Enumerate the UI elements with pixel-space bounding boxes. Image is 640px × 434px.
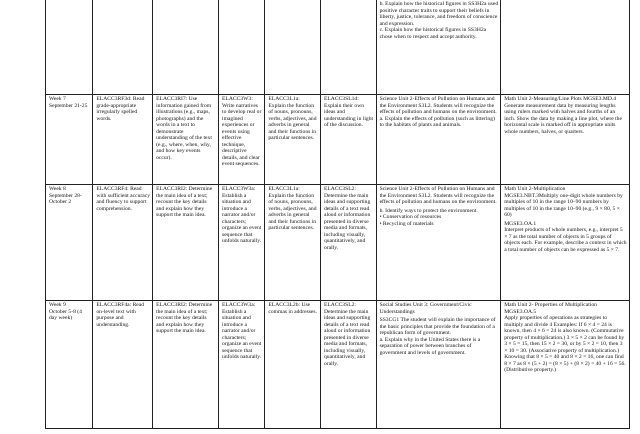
reading-informational-cell: ELACC3RI7: Use information gained from illustrations (e.g., maps, photographs) and the words in a text to demonstrate understanding of the text (e.g., where, when, why, and how key events occur). [153, 95, 219, 185]
standard-text: b. Identify ways to protect the environment. [379, 207, 478, 214]
table-row-top [46, 0, 630, 95]
math-cell [501, 95, 630, 185]
week-cell [46, 0, 93, 95]
week-dates: September 21-25 [49, 102, 88, 109]
week-label: Week 8 [49, 186, 66, 192]
science-cell [376, 185, 501, 301]
writing-cell: ELACC3W3a: Establish a situation and introduce a narrator and/or characters; organize an event sequence that unfolds naturally. [219, 185, 265, 301]
standard-text: Apply properties of operations as strategies to multiply and divide 4 Examples: If 6 × 4 = 24 is known, then 4 × 6 = 24 is also known. (Commutative property of multiplication.) 3 × 5 × 2 can be found by 3 × 5 = 15, then 15 × 2 = 30, or by 5 × 2 = 10, then 3 × 10 = 30. (Associative property of multiplication.) Knowing that 8 × 5 = 40 and 8 × 2 = 16, one can find 8 × 7 as 8 × (5 + 2) = (8 × 5) + (8 × 2) = 40 + 16 = 56. (Distributive property.) [504, 315, 626, 373]
science-cell [376, 95, 501, 185]
week-cell [46, 185, 93, 301]
math-cell [501, 185, 630, 301]
week-dates: September 28-October 2 [49, 192, 82, 205]
writing-cell: ELACC3W3a: Establish a situation and introduce a narrator and/or characters; organize an event sequence that unfolds naturally. [219, 301, 265, 429]
week-cell [46, 301, 93, 429]
writing-cell: ELACC3W3: Write narratives to develop real or imagined experiences or events using effective technique, descriptive details, and clear event sequences. [219, 95, 265, 185]
speaking-listening-cell: ELACC3SL1d: Explain their own ideas and understanding in light of the discussion. [320, 95, 376, 185]
table-row-week-9 [46, 301, 630, 429]
math-cell [501, 301, 630, 429]
social-studies-cell [376, 301, 501, 429]
bullet-item: • Conservation of resources [379, 214, 442, 220]
standard-text: b. Explain how the historical figures in SS3H2a used positive character traits to support their beliefs in liberty, justice, tolerance, and freedom of conscience and expression. [379, 1, 499, 27]
standard-text: a. Explain the effects of pollution (such as littering) to the habitats of plants and animals. [379, 115, 495, 128]
table-row-week-8 [46, 185, 630, 301]
table-row-week-7 [46, 95, 630, 185]
standard-text: MGSE3.NBT.3Multiply one-digit whole numbers by multiples of 10 in the range 10–90 numbers by multiples of 10 in the range 10–90 (e.g., 9 × 80, 5 × 60) [504, 192, 623, 218]
curriculum-table [45, 0, 630, 429]
speaking-listening-cell: ELACC3SL2: Determine the main ideas and supporting details of a text read aloud or information presented in diverse media and formats, including visually, quantitatively, and orally. [320, 301, 376, 429]
math-heading: Math Unit 2- Properties of Multiplication MGSE3.OA.5 [504, 302, 597, 315]
week-dates: October 5-8 (4 day week) [49, 308, 82, 321]
math-heading: Math Unit 2-Measuring/Line Plots MGSE3.MD.4 [504, 96, 617, 102]
week-label: Week 9 [49, 302, 66, 308]
math-cell [501, 0, 630, 95]
reading-foundations-cell [93, 0, 153, 95]
reading-informational-cell: ELACC3RI2: Determine the main idea of a text; recount the key details and explain how they support the main idea. [153, 185, 219, 301]
speaking-listening-cell: ELACC3SL2: Determine the main ideas and supporting details of a text read aloud or information presented in diverse media and formats, including visually, quantitatively, and orally. [320, 185, 376, 301]
standard-text: c. Explain how the historical figures in SS3H2a chose when to respect and accept authority. [379, 27, 487, 40]
standard-text: SS3CG1 The student will explain the importance of the basic principles that provide the foundation of a republican form of government. [379, 317, 496, 336]
bullet-item: • Recycling of materials [379, 220, 434, 227]
unit-heading: Social Studies Unit 3: Government/Civic Understandings [379, 302, 472, 315]
standard-text: Generate measurement data by measuring lengths using rulers marked with halves and fourths of an inch. Show the data by making a line plot, where the horizontal scale is marked off in appropriate units whole numbers, halves, or quarters. [504, 102, 622, 135]
math-heading: Math Unit 2-Multiplication [504, 186, 566, 192]
reading-informational-cell [153, 0, 219, 95]
speaking-listening-cell [320, 0, 376, 95]
standard-code: MGSE3.OA.1 [504, 220, 537, 227]
language-cell [265, 0, 321, 95]
week-label: Week 7 [49, 96, 66, 102]
reading-foundations-cell: ELACC3RF4: Read with sufficient accuracy and fluency to support comprehension. [93, 185, 153, 301]
language-cell: ELACC3L2b: Use commas in addresses. [265, 301, 321, 429]
social-studies-cell [376, 0, 501, 95]
language-cell: ELACC3L1a: Explain the function of nouns, pronouns, verbs, adjectives, and adverbs in general and their functions in particular sentences. [265, 95, 321, 185]
week-cell [46, 95, 93, 185]
writing-cell [219, 0, 265, 95]
standard-text: a. Explain why in the United States there is a separation of power between branches of government and levels of government. [379, 336, 481, 356]
standard-text: Science Unit 2-Effects of Pollution on Humans and the Environment S3L2. Students will recognize the effects of pollution and humans on the environment. [379, 186, 497, 205]
reading-informational-cell: ELACC3RI2: Determine the main idea of a text; recount the key details and explain how they support the main idea. [153, 301, 219, 429]
language-cell: ELACC3L1a: Explain the function of nouns, pronouns, verbs, adjectives, and adverbs in general and their functions in particular sentences. [265, 185, 321, 301]
standard-text: Interpret products of whole numbers, e.g., interpret 5 × 7 as the total number of objects in 5 groups of objects each. For example, describe a context in which a total number of objects can be expressed as 5 × 7. [504, 227, 627, 253]
standard-text: Science Unit 2-Effects of Pollution on Humans and the Environment S3L2. Students will recognize the effects of pollution and humans on the environment. [379, 96, 497, 115]
reading-foundations-cell: ELACC3RF3d: Read grade-appropriate irregularly spelled words. [93, 95, 153, 185]
reading-foundations-cell: ELACC3RF4a: Read on-level text with purpose and understanding. [93, 301, 153, 429]
